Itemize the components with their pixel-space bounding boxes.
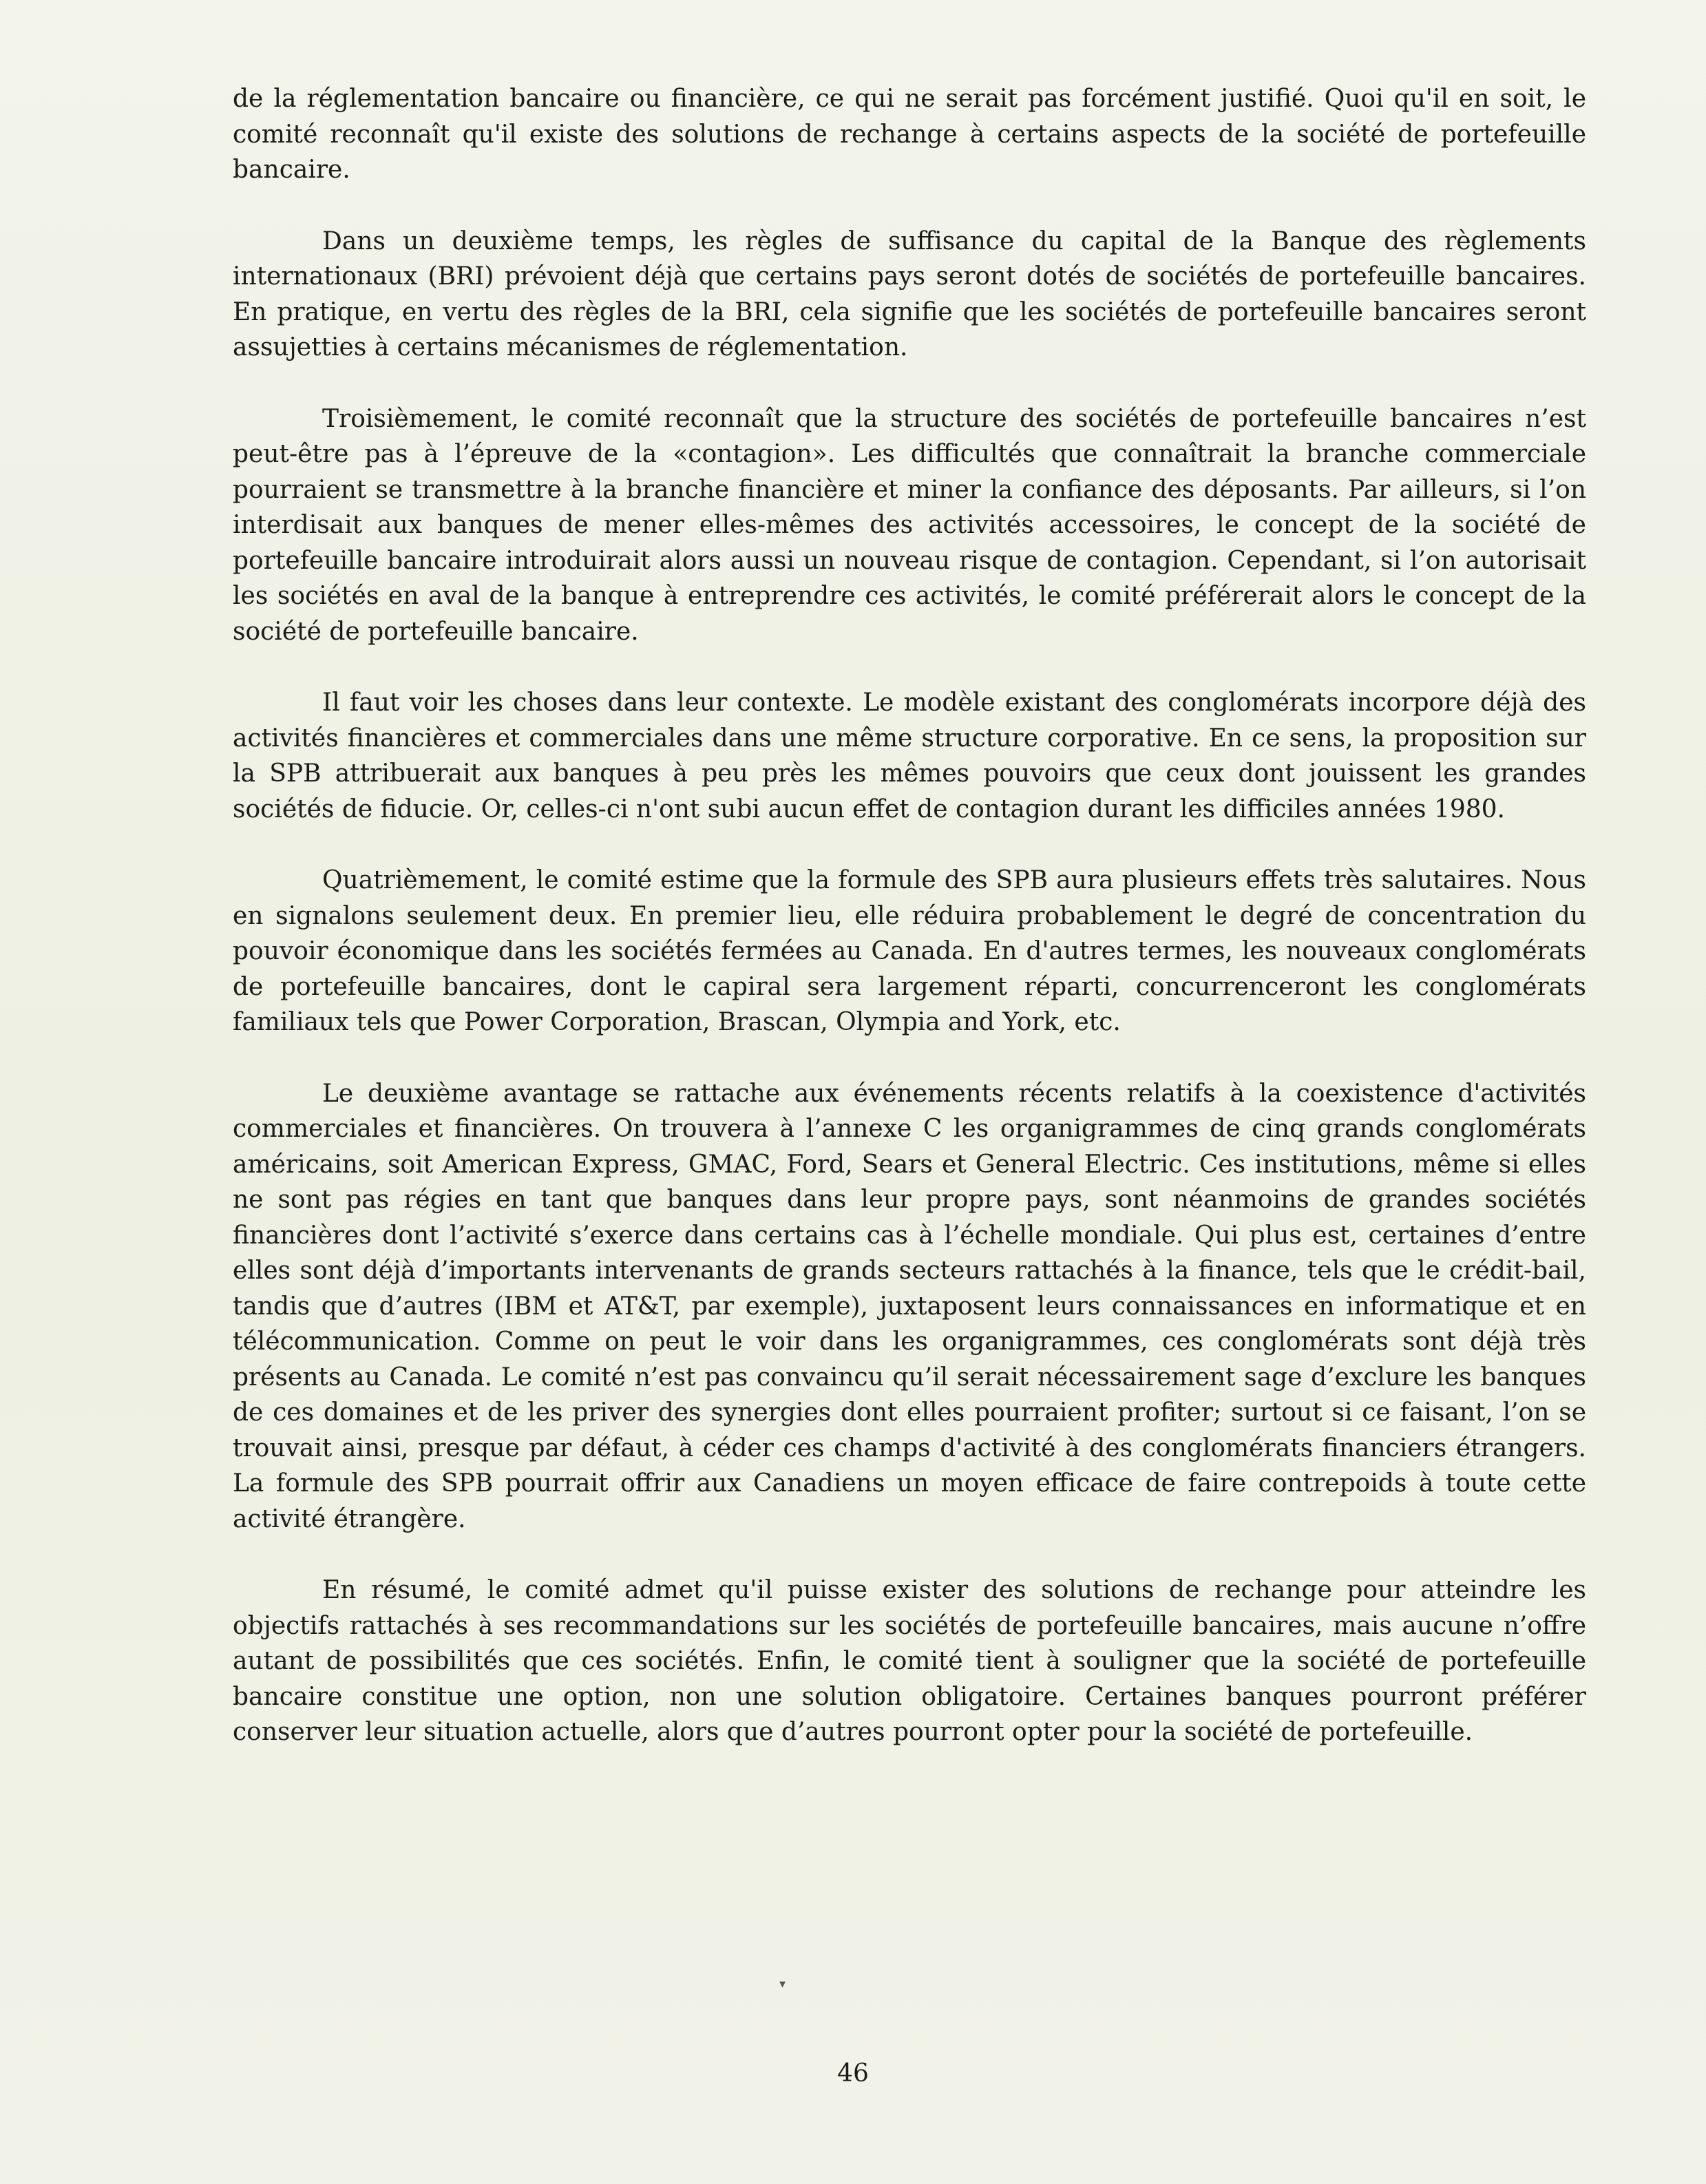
body-text [233, 81, 1586, 1786]
paragraph-bri-rules: Dans un deuxième temps, les règles de suffisance du capital de la Banque des règlements internationaux (BRI) prévoient déjà que certains pays seront dotés de sociétés de portefeuille bancaires. En pratique, en vertu des règles de la BRI, cela signifie que les sociétés de portefeuille bancaires seront assujetties à certains mécanismes de réglementation. [233, 227, 1586, 361]
scan-speck: ▾ [779, 1977, 786, 1991]
paragraph-second-advantage: Le deuxième avantage se rattache aux événements récents relatifs à la coexistence d'activités commerciales et financières. On trouvera à l’annexe C les organigrammes de cinq grands conglomérats américains, soit American Express, GMAC, Ford, Sears et General Electric. Ces institutions, même si elles ne sont pas régies en tant que banques dans leur propre pays, sont néanmoins de grandes sociétés financières dont l’activité s’exerce dans certains cas à l’échelle mondiale. Qui plus est, certaines d’entre elles sont déjà d’importants intervenants de grands secteurs rattachés à la finance, tels que le crédit-bail, tandis que d’autres (IBM et AT&T, par exemple), juxtaposent leurs connaissances en informatique et en télécommunication. Comme on peut le voir dans les organigrammes, ces conglomérats sont déjà très présents au Canada. Le comité n’est pas convaincu qu’il serait nécessairement sage d’exclure les banques de ces domaines et de les priver des synergies dont elles pourraient profiter; surtout si ce faisant, l’on se trouvait ainsi, presque par défaut, à céder ces champs d'activité à des conglomérats financiers étrangers. La formule des SPB pourrait offrir aux Canadiens un moyen efficace de faire contrepoids à toute cette activité étrangère. [233, 1079, 1586, 1533]
page-number: 46 [837, 2059, 869, 2088]
paragraph-summary: En résumé, le comité admet qu'il puisse exister des solutions de rechange pour atteindre les objectifs rattachés à ses recommandations sur les sociétés de portefeuille bancaires, mais aucune n’offre autant de possibilités que ces sociétés. Enfin, le comité tient à souligner que la société de portefeuille bancaire constitue une option, non une solution obligatoire. Certaines banques pourront préférer conserver leur situation actuelle, alors que d’autres pourront opter pour la société de portefeuille. [233, 1576, 1586, 1746]
paragraph-context: Il faut voir les choses dans leur contexte. Le modèle existant des conglomérats incorpore déjà des activités financières et commerciales dans une même structure corporative. En ce sens, la proposition sur la SPB attribuerait aux banques à peu près les mêmes pouvoirs que ceux dont jouissent les grandes sociétés de fiducie. Or, celles-ci n'ont subi aucun effet de contagion durant les difficiles années 1980. [233, 689, 1586, 823]
paragraph-benefits: Quatrièmement, le comité estime que la formule des SPB aura plusieurs effets très salutaires. Nous en signalons seulement deux. En premier lieu, elle réduira probablement le degré de concentration du pouvoir économique dans les sociétés fermées au Canada. En d'autres termes, les nouveaux conglomérats de portefeuille bancaires, dont le capiral sera largement réparti, concurrenceront les conglomérats familiaux tels que Power Corporation, Brascan, Olympia and York, etc. [233, 866, 1586, 1036]
paragraph-contagion: Troisièmement, le comité reconnaît que la structure des sociétés de portefeuille bancaires n’est peut-être pas à l’épreuve de la «contagion». Les difficultés que connaîtrait la branche commerciale pourraient se transmettre à la branche financière et miner la confiance des déposants. Par ailleurs, si l’on interdisait aux banques de mener elles-mêmes des activités accessoires, le concept de la société de portefeuille bancaire introduirait alors aussi un nouveau risque de contagion. Cependant, si l’on autorisait les sociétés en aval de la banque à entreprendre ces activités, le comité préférerait alors le concept de la société de portefeuille bancaire. [233, 404, 1586, 646]
paragraph-continuation: de la réglementation bancaire ou financière, ce qui ne serait pas forcément justifié. Quoi qu'il en soit, le comité reconnaît qu'il existe des solutions de rechange à certains aspects de la société de portefeuille bancaire. [233, 85, 1586, 184]
